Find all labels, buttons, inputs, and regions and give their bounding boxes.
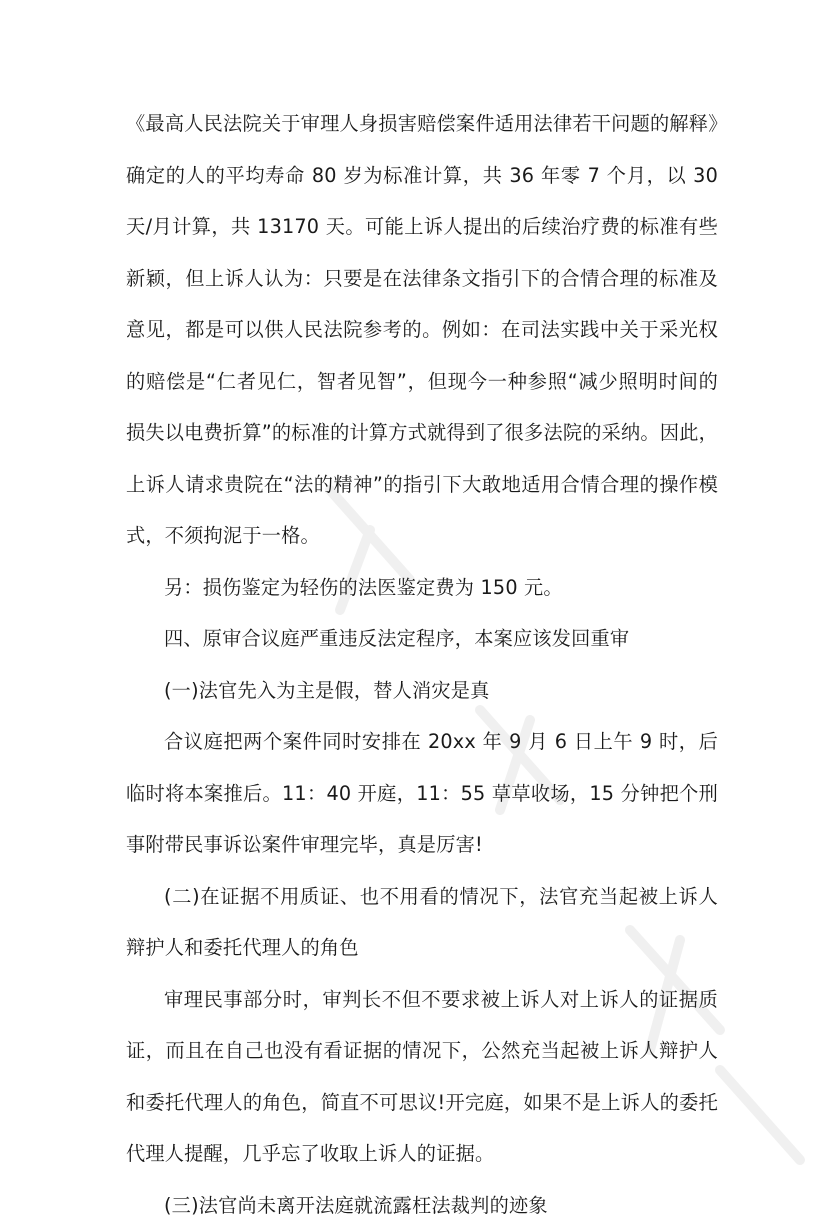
- paragraph-forensic-fee: 另：损伤鉴定为轻伤的法医鉴定费为 150 元。: [126, 562, 718, 614]
- subheading-one: (一)法官先入为主是假，替人消灾是真: [126, 665, 718, 717]
- subheading-two: (二)在证据不用质证、也不用看的情况下，法官充当起被上诉人辩护人和委托代理人的角色: [126, 871, 718, 974]
- paragraph-evidence-review: 审理民事部分时，审判长不但不要求被上诉人对上诉人的证据质证，而且在自己也没有看证据的情况下，公然充当起被上诉人辩护人和委托代理人的角色，简直不可思议!开完庭，如果不是上诉人的委托代理人提醒，几乎忘了收取上诉人的证据。: [126, 974, 718, 1180]
- paragraph-hearing-schedule: 合议庭把两个案件同时安排在 20xx 年 9 月 6 日上午 9 时，后临时将本案推后。11：40 开庭，11：55 草草收场，15 分钟把个刑事附带民事诉讼案件审理完毕，真是厉害!: [126, 716, 718, 871]
- paragraph-damages-calculation: 《最高人民法院关于审理人身损害赔偿案件适用法律若干问题的解释》确定的人的平均寿命 80 岁为标准计算，共 36 年零 7 个月，以 30 天/月计算，共 13170 天。可能上诉人提出的后续治疗费的标准有些新颖，但上诉人认为：只要是在法律条文指引下的合情合理的标准及意见，都是可以供人民法院参考的。例如：在司法实践中关于采光权的赔偿是“仁者见仁，智者见智”，但现今一种参照“减少照明时间的损失以电费折算”的标准的计算方式就得到了很多法院的采纳。因此，上诉人请求贵院在“法的精神”的指引下大敢地适用合情合理的操作模式，不须拘泥于一格。: [126, 98, 718, 562]
- section-heading-procedure: 四、原审合议庭严重违反法定程序，本案应该发回重审: [126, 613, 718, 665]
- document-body: [126, 98, 718, 1231]
- subheading-three: (三)法官尚未离开法庭就流露枉法裁判的迹象: [126, 1180, 718, 1231]
